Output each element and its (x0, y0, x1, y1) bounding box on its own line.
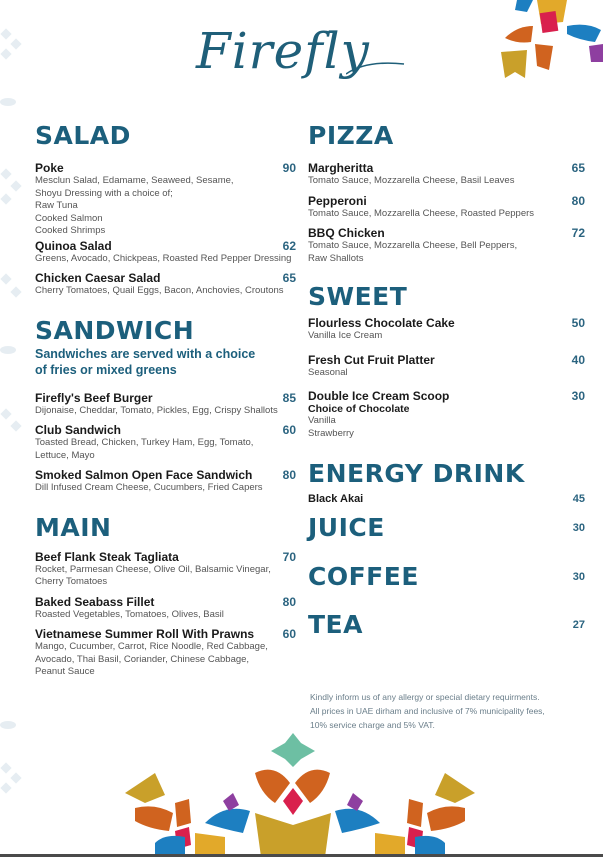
item-desc: Tomato Sauce, Mozzarella Cheese, Roasted Peppers (308, 207, 535, 219)
section-salad (35, 120, 296, 298)
section-title: COFFEE (308, 562, 419, 591)
item-price: 60 (282, 627, 296, 641)
item-desc: Cooked Shrimps (35, 225, 106, 236)
section-pizza (308, 120, 585, 265)
item-desc: Vanilla (308, 415, 336, 426)
item-desc: Peanut Sauce (35, 666, 95, 677)
item-desc: Shoyu Dressing with a choice of; (35, 187, 173, 199)
menu-item (308, 492, 585, 506)
left-column (35, 120, 296, 679)
menu-item (308, 353, 585, 380)
menu-item (35, 627, 296, 679)
section-title: ENERGY DRINK (308, 459, 525, 488)
item-desc: Toasted Bread, Chicken, Turkey Ham, Egg, Tomato, (35, 437, 254, 448)
item-desc: Cherry Tomatoes, Quail Eggs, Bacon, Anchovies, Croutons (35, 285, 284, 296)
item-subtitle: Choice of Chocolate (308, 403, 410, 415)
menu-item (35, 239, 296, 266)
item-name: Beef Flank Steak Tagliata (35, 549, 179, 564)
item-name: Double Ice Cream Scoop (308, 389, 450, 403)
logo-text: Firefly (196, 22, 370, 80)
item-desc: Tomato Sauce, Mozzarella Cheese, Bell Peppers, (308, 240, 518, 251)
item-price: 30 (572, 522, 585, 534)
item-price: 72 (571, 226, 585, 240)
item-name: Fresh Cut Fruit Platter (308, 352, 435, 367)
item-price: 30 (571, 389, 585, 403)
section-title: MAIN (35, 512, 112, 542)
item-price: 65 (282, 271, 296, 285)
menu-item (35, 271, 296, 298)
item-name: Baked Seabass Fillet (35, 594, 155, 609)
menu-item (35, 423, 296, 462)
ornament-top-right (497, 0, 603, 82)
item-name: Smoked Salmon Open Face Sandwich (35, 468, 253, 482)
footnote-line: Kindly inform us of any allergy or special dietary requirments. (310, 692, 540, 702)
menu-item (35, 391, 296, 418)
footnote-line: All prices in UAE dirham and inclusive of 7% municipality fees, (310, 706, 545, 716)
item-price: 40 (571, 352, 585, 367)
section-energy-drink (308, 458, 585, 506)
firefly-logo (196, 16, 406, 106)
item-desc: Raw Shallots (308, 252, 364, 264)
item-desc: Vanilla Ice Cream (308, 330, 383, 341)
logo-swash (346, 58, 406, 78)
item-price: 27 (572, 619, 585, 631)
item-desc: Rocket, Parmesan Cheese, Olive Oil, Balsamic Vinegar, (35, 563, 271, 575)
menu-item (308, 226, 585, 265)
item-price: 45 (572, 493, 585, 505)
item-name: Quinoa Salad (35, 238, 112, 253)
item-desc: Lettuce, Mayo (35, 449, 95, 461)
item-price: 80 (571, 193, 585, 208)
item-desc: Dijonaise, Cheddar, Tomato, Pickles, Egg, Crispy Shallots (35, 404, 278, 416)
item-desc: Mango, Cucumber, Carrot, Rice Noodle, Red Cabbage, (35, 641, 268, 652)
section-sandwich (35, 315, 296, 495)
menu-item (308, 316, 585, 343)
side-pattern-decoration-bottom (0, 760, 22, 800)
item-price: 62 (282, 238, 296, 253)
section-title: JUICE (308, 513, 385, 542)
menu-item (308, 389, 585, 440)
item-name: Firefly's Beef Burger (35, 390, 153, 405)
item-price: 30 (572, 571, 585, 583)
section-title: SWEET (308, 282, 408, 311)
item-name: Poke (35, 161, 64, 175)
section-note: Sandwiches are served with a choice (35, 346, 256, 361)
item-name: Chicken Caesar Salad (35, 271, 161, 285)
item-desc: Roasted Vegetables, Tomatoes, Olives, Basil (35, 608, 224, 620)
section-note: of fries or mixed greens (35, 362, 177, 377)
item-desc: Mesclun Salad, Edamame, Seaweed, Sesame, (35, 175, 234, 186)
item-name: BBQ Chicken (308, 226, 385, 240)
section-sweet (308, 281, 585, 440)
section-tea (308, 609, 585, 641)
item-desc: Raw Tuna (35, 200, 78, 211)
item-desc: Seasonal (308, 366, 348, 378)
footnote-line: 10% service charge and 5% VAT. (310, 720, 435, 730)
menu-item (35, 595, 296, 622)
side-pattern-decoration (0, 20, 22, 740)
item-price: 80 (282, 594, 296, 609)
item-price: 85 (282, 390, 296, 405)
section-coffee (308, 561, 585, 593)
item-desc: Greens, Avocado, Chickpeas, Roasted Red Pepper Dressing (35, 252, 292, 264)
menu-item (308, 161, 585, 188)
section-title: SANDWICH (35, 315, 195, 345)
item-price: 80 (282, 468, 296, 482)
section-main (35, 512, 296, 679)
section-title: PIZZA (308, 121, 394, 150)
menu-item (308, 194, 585, 221)
menu-item (35, 161, 296, 238)
item-desc: Cooked Salmon (35, 212, 103, 224)
item-desc: Strawberry (308, 427, 354, 439)
item-name: Club Sandwich (35, 423, 122, 437)
section-title: TEA (308, 610, 363, 639)
item-price: 65 (571, 161, 585, 175)
item-name: Pepperoni (308, 193, 367, 208)
item-name: Flourless Chocolate Cake (308, 316, 455, 330)
item-name: Black Akai (308, 493, 364, 505)
right-column (308, 120, 585, 641)
item-desc: Avocado, Thai Basil, Coriander, Chinese Cabbage, (35, 653, 250, 665)
item-price: 50 (571, 316, 585, 330)
item-price: 90 (282, 161, 296, 175)
item-desc: Cherry Tomatoes (35, 576, 108, 587)
ornament-bottom (125, 733, 475, 857)
item-price: 60 (282, 423, 296, 437)
item-desc: Dill Infused Cream Cheese, Cucumbers, Fried Capers (35, 482, 263, 493)
item-name: Margheritta (308, 161, 374, 175)
footnote (310, 690, 590, 732)
menu-item (35, 468, 296, 495)
item-name: Vietnamese Summer Roll With Prawns (35, 627, 255, 641)
section-juice (308, 512, 585, 544)
section-title: SALAD (35, 121, 131, 150)
item-desc: Tomato Sauce, Mozzarella Cheese, Basil Leaves (308, 175, 515, 186)
menu-item (35, 550, 296, 589)
item-price: 70 (282, 549, 296, 564)
